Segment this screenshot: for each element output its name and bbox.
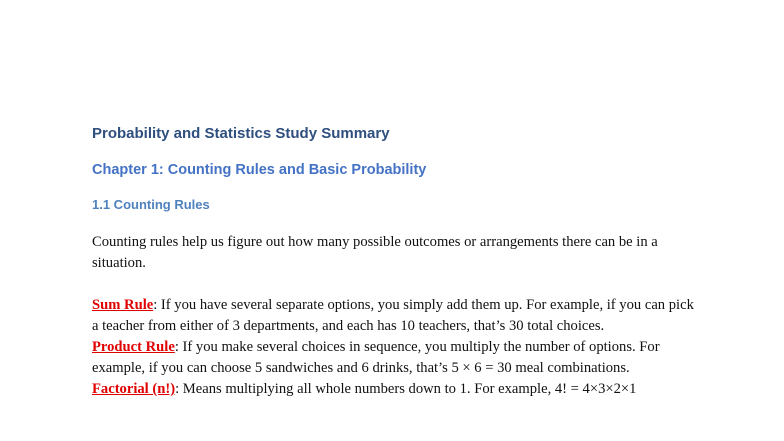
product-rule-paragraph (92, 337, 702, 379)
factorial-text: : Means multiplying all whole numbers down to 1. For example, 4! = 4×3×2×1 (175, 381, 637, 397)
intro-paragraph: Counting rules help us figure out how many possible outcomes or arrangements there can be in a situation. (92, 234, 658, 271)
chapter-heading: Chapter 1: Counting Rules and Basic Probability (92, 162, 427, 178)
paragraph-spacer (92, 274, 702, 295)
factorial-paragraph (92, 379, 702, 400)
sum-rule-term: Sum Rule (92, 297, 154, 313)
product-rule-term: Product Rule (92, 339, 175, 355)
section-heading: 1.1 Counting Rules (92, 197, 210, 212)
sum-rule-paragraph (92, 295, 702, 337)
product-rule-text: : If you make several choices in sequence, you multiply the number of options. For example, if you can choose 5 sandwiches and 6 drinks, that’s 5 × 6 = 30 meal combinations. (92, 339, 660, 376)
sum-rule-text: : If you have several separate options, you simply add them up. For example, if you can pick a teacher from either of 3 departments, and each has 10 teachers, that’s 30 total choices. (92, 297, 694, 334)
document-title: Probability and Statistics Study Summary (92, 125, 390, 142)
document-content (92, 124, 702, 400)
factorial-term: Factorial (n!) (92, 381, 176, 397)
